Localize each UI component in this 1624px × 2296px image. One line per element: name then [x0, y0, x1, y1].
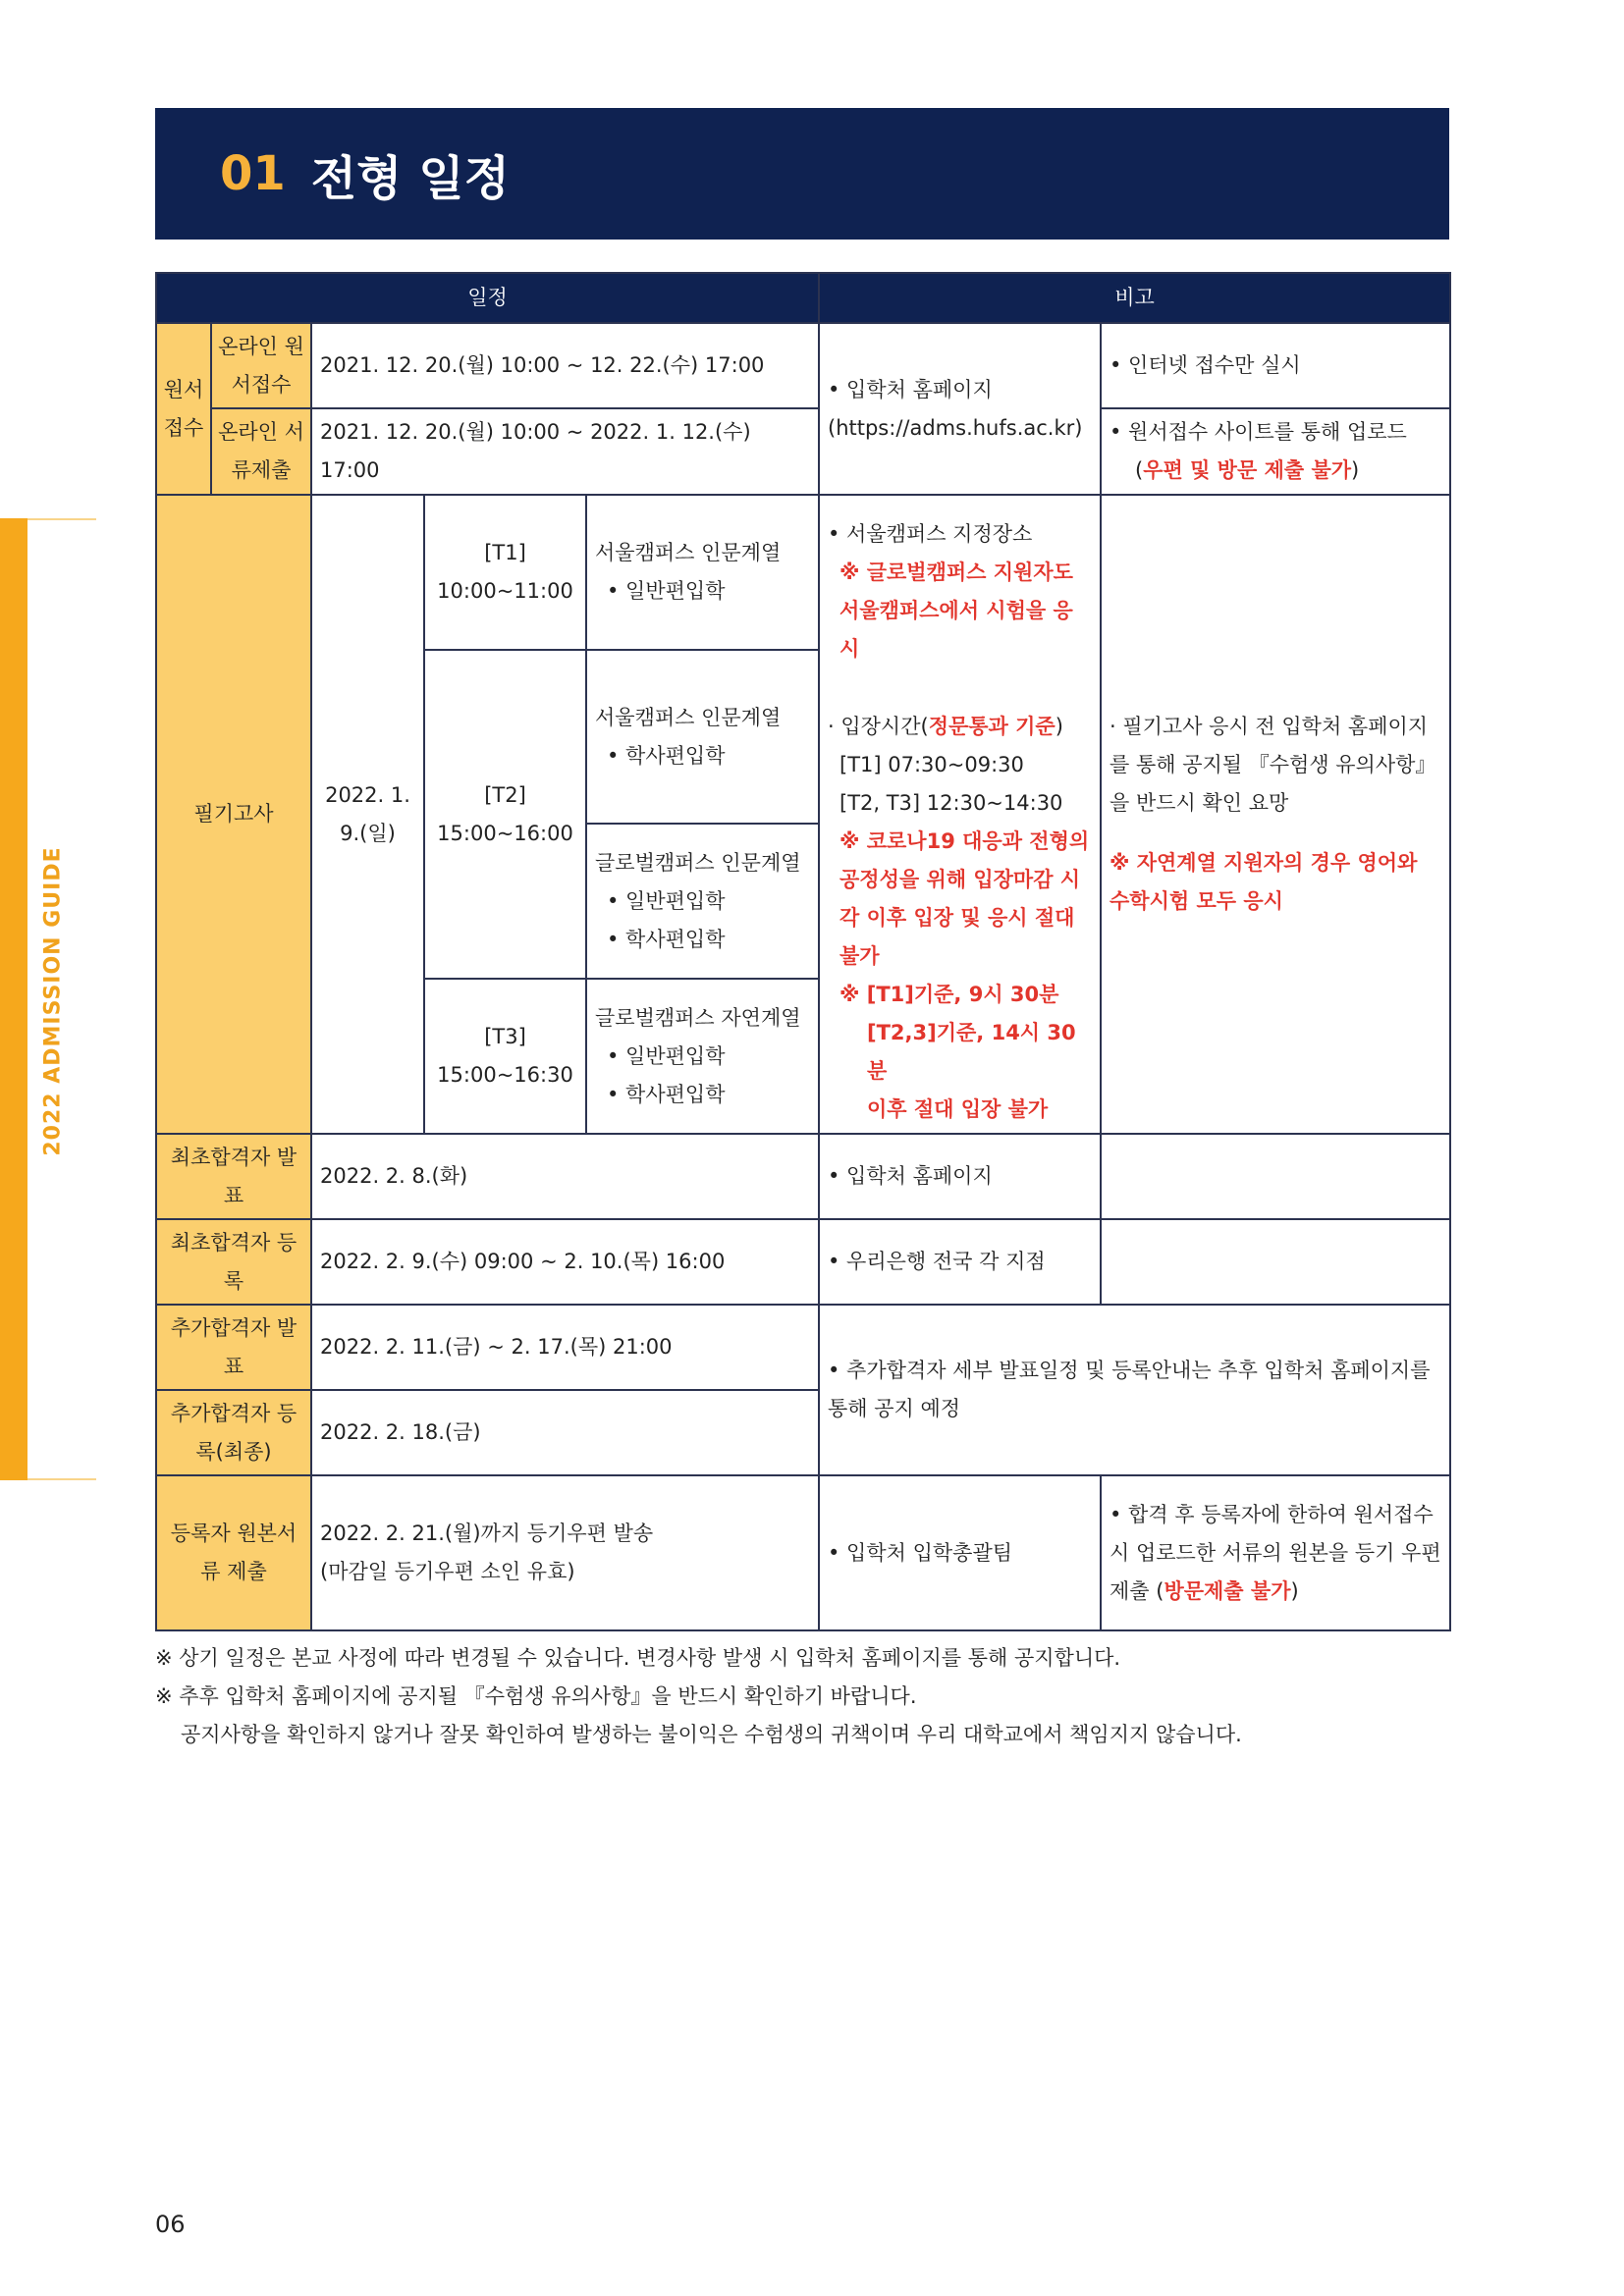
- deadline-t1: ※ [T1]기준, 9시 30분: [839, 983, 1059, 1006]
- exam-date: 2022. 1. 9.(일): [311, 495, 424, 1134]
- side-label: 2022 ADMISSION GUIDE: [40, 846, 66, 1156]
- session-group: [586, 824, 819, 979]
- entry-time-label: [828, 708, 1092, 746]
- originals-date: 2022. 2. 21.(월)까지 등기우편 발송: [320, 1522, 654, 1545]
- page-number: 06: [155, 2211, 186, 2238]
- section-header: [155, 108, 1449, 240]
- remark-cell: [1101, 1219, 1450, 1305]
- table-row: [156, 1219, 1450, 1305]
- remark-cell: [1101, 1134, 1450, 1219]
- session-time: 10:00~11:00: [437, 579, 573, 603]
- note-line: 공지사항을 확인하지 않거나 잘못 확인하여 발생하는 불이익은 수험생의 귀책이며 우리 대학교에서 책임지지 않습니다.: [181, 1723, 1242, 1746]
- admission-type: • 학사편입학: [607, 743, 726, 768]
- place-cell: • 우리은행 전국 각 지점: [819, 1219, 1101, 1305]
- deadline-t23: [T2,3]기준, 14시 30분: [867, 1021, 1076, 1083]
- covid-note: ※ 코로나19 대응과 전형의 공정성을 위해 입장마감 시각 이후 입장 및 응시 절대 불가: [839, 829, 1090, 968]
- deadline-tail: 이후 절대 입장 불가: [867, 1097, 1049, 1121]
- session-group: [586, 979, 819, 1134]
- place-cell: • 입학처 입학총괄팀: [819, 1475, 1101, 1630]
- date-cell: 2022. 2. 9.(수) 09:00 ~ 2. 10.(목) 16:00: [311, 1219, 819, 1305]
- admission-type: • 일반편입학: [607, 1043, 726, 1068]
- place-cell: • 입학처 홈페이지: [819, 1134, 1101, 1219]
- campus-label: 서울캠퍼스 인문계열: [595, 705, 782, 729]
- row-sublabel: 온라인 원서접수: [211, 323, 311, 408]
- remark-cell: • 인터넷 접수만 실시: [1101, 323, 1450, 408]
- row-label: 원서접수: [156, 323, 211, 495]
- note-line: ※ 추후 입학처 홈페이지에 공지될 『수험생 유의사항』을 반드시 확인하기 바랍니다.: [155, 1684, 917, 1708]
- side-divider: [27, 518, 96, 520]
- row-label: 최초합격자 등록: [156, 1219, 311, 1305]
- paren-close: ): [1351, 458, 1360, 482]
- entry-t23: [T2, T3] 12:30~14:30: [839, 791, 1063, 815]
- exam-remark: · 필기고사 응시 전 입학처 홈페이지를 통해 공지될 『수험생 유의사항』을 반드시 확인 요망: [1110, 715, 1436, 815]
- header-schedule: 일정: [156, 273, 819, 323]
- originals-date-sub: (마감일 등기우편 소인 유효): [320, 1560, 575, 1583]
- date-cell: 2022. 2. 18.(금): [311, 1390, 819, 1475]
- remark-paren: [1110, 452, 1441, 490]
- session-code: [T3]: [484, 1025, 526, 1048]
- table-header-row: [156, 273, 1450, 323]
- row-label: 추가합격자 등록(최종): [156, 1390, 311, 1475]
- date-cell: 2021. 12. 20.(월) 10:00 ~ 12. 22.(수) 17:00: [311, 323, 819, 408]
- location-note: ※ 글로벌캠퍼스 지원자도 서울캠퍼스에서 시험을 응시: [839, 561, 1073, 661]
- table-row: [156, 1134, 1450, 1219]
- notes: [155, 1639, 1530, 1754]
- table-row: [156, 495, 1450, 650]
- remark-red: 우편 및 방문 제출 불가: [1143, 458, 1352, 482]
- entry-t1: [T1] 07:30~09:30: [839, 753, 1024, 776]
- campus-label: 글로벌캠퍼스 인문계열: [595, 850, 801, 875]
- session-t3: [424, 979, 586, 1134]
- row-label: 최초합격자 발표: [156, 1134, 311, 1219]
- session-code: [T1]: [484, 541, 526, 564]
- session-group: [586, 650, 819, 824]
- remark-text: • 원서접수 사이트를 통해 업로드: [1110, 420, 1407, 444]
- session-t1: [424, 495, 586, 650]
- session-code: [T2]: [484, 782, 526, 807]
- remark-cell: [1101, 1475, 1450, 1630]
- campus-label: 글로벌캠퍼스 자연계열: [595, 1005, 801, 1030]
- campus-label: 서울캠퍼스 인문계열: [595, 541, 782, 564]
- entry-red: 정문통과 기준: [928, 715, 1056, 738]
- entry-close: ): [1055, 715, 1063, 738]
- date-cell: 2021. 12. 20.(월) 10:00 ~ 2022. 1. 12.(수) 17:00: [311, 408, 819, 495]
- session-t2: [424, 650, 586, 979]
- originals-remark: • 합격 후 등록자에 한하여 원서접수 시 업로드한 서류의 원본을 등기 우편 제출 (: [1110, 1502, 1441, 1603]
- session-group: [586, 495, 819, 650]
- admission-type: • 학사편입학: [607, 927, 726, 951]
- table-row: [156, 323, 1450, 408]
- table-row: [156, 1475, 1450, 1630]
- note-line: ※ 상기 일정은 본교 사정에 따라 변경될 수 있습니다. 변경사항 발생 시 입학처 홈페이지를 통해 공지합니다.: [155, 1646, 1121, 1670]
- add-note-cell: • 추가합격자 세부 발표일정 및 등록안내는 추후 입학처 홈페이지를 통해 공지 예정: [819, 1305, 1450, 1475]
- date-cell: 2022. 2. 11.(금) ~ 2. 17.(목) 21:00: [311, 1305, 819, 1390]
- side-divider: [27, 1478, 96, 1480]
- admission-type: • 일반편입학: [607, 888, 726, 913]
- remark-cell: [1101, 408, 1450, 495]
- date-cell: 2022. 2. 8.(화): [311, 1134, 819, 1219]
- row-label: 필기고사: [156, 495, 311, 1134]
- entry-prefix: · 입장시간(: [828, 715, 929, 738]
- row-label: 등록자 원본서류 제출: [156, 1475, 311, 1630]
- admission-type: • 학사편입학: [607, 1082, 726, 1106]
- exam-remark-cell: [1101, 495, 1450, 1134]
- row-sublabel: 온라인 서류제출: [211, 408, 311, 495]
- section-title: 전형 일정: [310, 150, 510, 206]
- schedule-table: [155, 272, 1451, 1631]
- paren-open: (: [1135, 458, 1144, 482]
- table-row: [156, 1305, 1450, 1390]
- side-tab: [0, 518, 27, 1480]
- date-cell: [311, 1475, 819, 1630]
- row-label: 추가합격자 발표: [156, 1305, 311, 1390]
- exam-remark-red: ※ 자연계열 지원자의 경우 영어와 수학시험 모두 응시: [1110, 851, 1418, 913]
- originals-remark-close: ): [1290, 1578, 1299, 1603]
- session-time: 15:00~16:00: [437, 821, 573, 845]
- place-cell: • 입학처 홈페이지 (https://adms.hufs.ac.kr): [819, 323, 1101, 495]
- session-time: 15:00~16:30: [437, 1063, 573, 1087]
- originals-remark-red: 방문제출 불가: [1164, 1578, 1291, 1603]
- exam-location: • 서울캠퍼스 지정장소: [828, 522, 1033, 546]
- table-row: [156, 408, 1450, 495]
- admission-type: • 일반편입학: [607, 579, 726, 603]
- section-number: 01: [220, 146, 286, 201]
- header-remarks: 비고: [819, 273, 1450, 323]
- exam-place-cell: [819, 495, 1101, 1134]
